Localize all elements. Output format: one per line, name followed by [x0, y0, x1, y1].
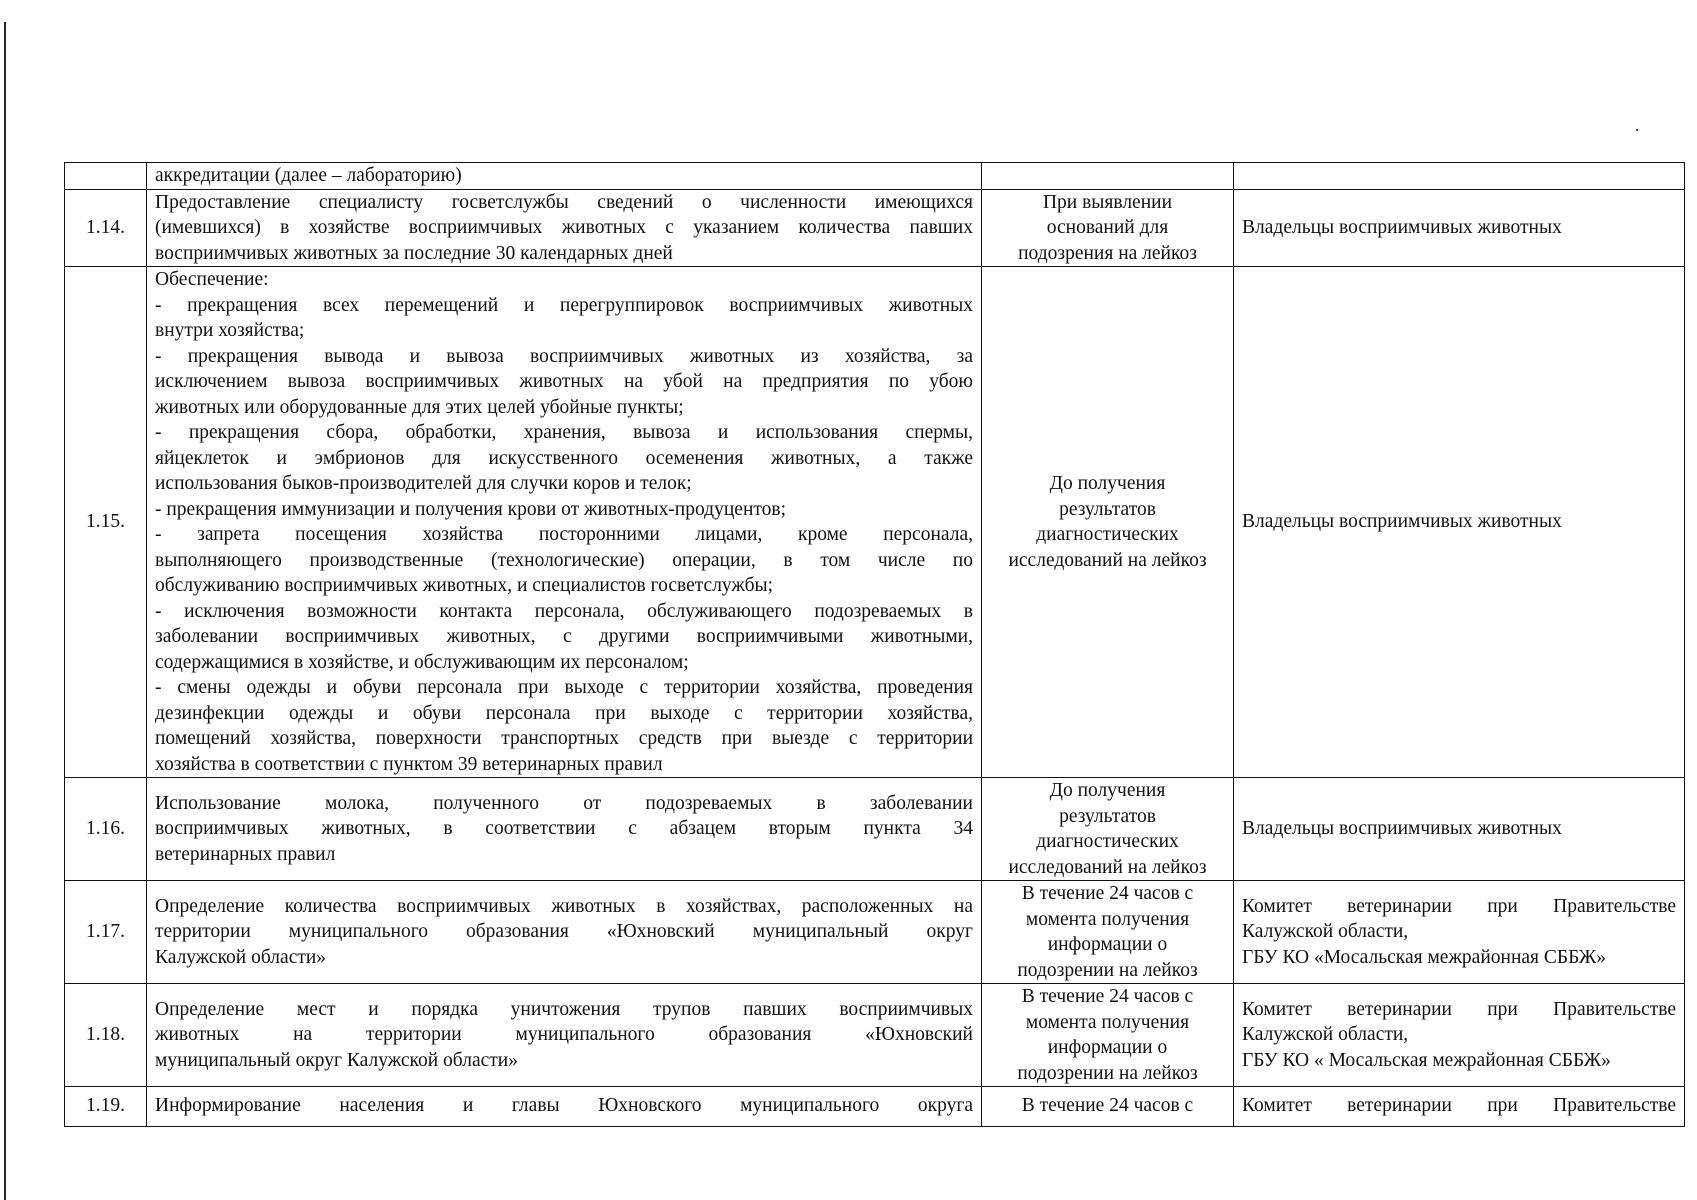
measure-line: ветеринарных правил [155, 843, 336, 865]
row-number: 1.15. [65, 267, 147, 778]
table-row [65, 267, 1685, 778]
deadline-cell [982, 267, 1234, 778]
row-number: 1.16. [65, 778, 147, 881]
measure-line: (имевшихся) в хозяйстве восприимчивых животных с указанием количества павших [155, 217, 973, 238]
measure-line: Информирование населения и главы Юхновского муниципального округа [155, 1095, 973, 1116]
measure-line: животных или оборудованные для этих целей убойные пункты; [155, 396, 684, 418]
measure-line: - прекращения вывода и вывоза восприимчивых животных из хозяйства, за [155, 345, 973, 367]
measure-line: восприимчивых животных за последние 30 календарных дней [155, 242, 673, 264]
responsible-cell [1234, 267, 1685, 778]
measure-cell [147, 1087, 982, 1127]
measure-line: - прекращения сбора, обработки, хранения, вывоза и использования спермы, [155, 422, 973, 443]
measure-line: внутри хозяйства; [155, 320, 305, 341]
responsible-cell [1234, 1087, 1685, 1127]
responsible-cell [1234, 984, 1685, 1087]
deadline-line: подозрения на лейкоз [1018, 242, 1197, 264]
deadline-line: исследований на лейкоз [1008, 549, 1207, 571]
page-edge-line [4, 22, 6, 1200]
responsible-cell [1234, 778, 1685, 881]
deadline-line: информации о [1047, 934, 1168, 955]
measure-line: помещений хозяйства, поверхности транспортных средств при выезде с территории [155, 728, 973, 749]
table-row [65, 778, 1685, 881]
measure-line: - смены одежды и обуви персонала при выходе с территории хозяйства, проведения [155, 677, 973, 698]
row-number: 1.18. [65, 984, 147, 1087]
measure-line: муниципальный округ Калужской области» [155, 1049, 518, 1071]
deadline-cell [982, 984, 1234, 1087]
measure-line: аккредитации (далее – лабораторию) [155, 165, 462, 186]
deadline-line: До получения [1049, 780, 1166, 801]
deadline-line: В течение 24 часов с [1021, 986, 1194, 1007]
responsible-line: Калужской области, [1242, 1024, 1409, 1046]
deadline-line: До получения [1049, 473, 1166, 494]
deadline-line: момента получения [1025, 908, 1190, 930]
responsible-line: Владельцы восприимчивых животных [1242, 217, 1562, 238]
responsible-line: ГБУ КО «Мосальская межрайонная СББЖ» [1242, 946, 1607, 968]
responsible-line: ГБУ КО « Мосальская межрайонная СББЖ» [1242, 1049, 1611, 1071]
measure-line: обслуживанию восприимчивых животных, и специалистов госветслужбы; [155, 575, 774, 596]
measures-table-body [65, 163, 1685, 1127]
measure-line: Использование молока, полученного от подозреваемых в заболевании [155, 792, 973, 814]
deadline-line: В течение 24 часов с [1021, 1095, 1194, 1116]
responsible-line: Владельцы восприимчивых животных [1242, 511, 1562, 533]
deadline-line: момента получения [1025, 1011, 1190, 1033]
deadline-line: информации о [1047, 1037, 1168, 1058]
measure-cell [147, 881, 982, 984]
row-number: 1.17. [65, 881, 147, 984]
responsible-line: Комитет ветеринарии при Правительстве [1242, 998, 1676, 1020]
responsible-cell [1234, 881, 1685, 984]
deadline-cell [982, 189, 1234, 267]
measure-line: - исключения возможности контакта персонала, обслуживающего подозреваемых в [155, 600, 973, 622]
measure-line: выполняющего производственные (технологические) операции, в том числе по [155, 549, 973, 571]
row-number: 1.19. [65, 1087, 147, 1127]
deadline-line: подозрении на лейкоз [1017, 959, 1198, 981]
measure-line: - прекращения всех перемещений и перегруппировок восприимчивых животных [155, 294, 973, 316]
measure-line: хозяйства в соответствии с пунктом 39 ветеринарных правил [155, 753, 663, 775]
measure-cell [147, 189, 982, 267]
measures-table [64, 162, 1685, 1127]
deadline-line: результатов [1059, 805, 1156, 827]
deadline-cell [982, 163, 1234, 190]
deadline-line: оснований для [1046, 217, 1169, 238]
measure-line: животных на территории муниципального образования «Юхновский [155, 1024, 973, 1046]
measure-line: Обеспечение: [155, 269, 269, 290]
responsible-line: Владельцы восприимчивых животных [1242, 818, 1562, 840]
table-row [65, 189, 1685, 267]
measure-line: восприимчивых животных, в соответствии с абзацем вторым пункта 34 [155, 818, 973, 840]
row-number: 1.14. [65, 189, 147, 267]
measure-line: заболевании восприимчивых животных, с другими восприимчивыми животными, [155, 626, 973, 647]
measure-cell [147, 267, 982, 778]
scan-speck [1636, 129, 1638, 131]
measure-line: содержащимися в хозяйстве, и обслуживающим их персоналом; [155, 651, 689, 673]
measure-line: Определение мест и порядка уничтожения трупов павших восприимчивых [155, 998, 973, 1020]
measure-line: - запрета посещения хозяйства посторонними лицами, кроме персонала, [155, 524, 973, 545]
deadline-line: результатов [1059, 498, 1156, 520]
measure-line: территории муниципального образования «Юхновский муниципальный округ [155, 921, 973, 943]
deadline-line: При выявлении [1042, 191, 1173, 213]
measure-line: дезинфекции одежды и обуви персонала при выходе с территории хозяйства, [155, 702, 973, 724]
measure-cell [147, 778, 982, 881]
measure-line: использования быков-производителей для случки коров и телок; [155, 473, 692, 494]
deadline-line: исследований на лейкоз [1008, 856, 1207, 878]
table-row [65, 984, 1685, 1087]
measure-line: яйцеклеток и эмбрионов для искусственного осеменения животных, а также [155, 447, 973, 469]
measure-line: Предоставление специалисту госветслужбы сведений о численности имеющихся [155, 191, 973, 213]
responsible-line: Комитет ветеринарии при Правительстве [1242, 895, 1676, 917]
measure-line: Определение количества восприимчивых животных в хозяйствах, расположенных на [155, 895, 973, 917]
deadline-cell [982, 1087, 1234, 1127]
responsible-line: Калужской области, [1242, 921, 1409, 943]
measure-cell [147, 163, 982, 190]
table-row [65, 163, 1685, 190]
responsible-line: Комитет ветеринарии при Правительстве [1242, 1095, 1676, 1116]
table-row [65, 881, 1685, 984]
deadline-line: диагностических [1036, 524, 1179, 545]
responsible-cell [1234, 189, 1685, 267]
measure-line: исключением вывоза восприимчивых животных на убой на предприятия по убою [155, 371, 973, 392]
table-row [65, 1087, 1685, 1127]
measure-line: - прекращения иммунизации и получения крови от животных-продуцентов; [155, 498, 787, 520]
deadline-cell [982, 778, 1234, 881]
deadline-cell [982, 881, 1234, 984]
deadline-line: В течение 24 часов с [1021, 883, 1194, 904]
measure-cell [147, 984, 982, 1087]
deadline-line: диагностических [1036, 831, 1179, 852]
deadline-line: подозрении на лейкоз [1017, 1062, 1198, 1084]
measure-line: Калужской области» [155, 946, 327, 968]
responsible-cell [1234, 163, 1685, 190]
row-number [65, 163, 147, 190]
